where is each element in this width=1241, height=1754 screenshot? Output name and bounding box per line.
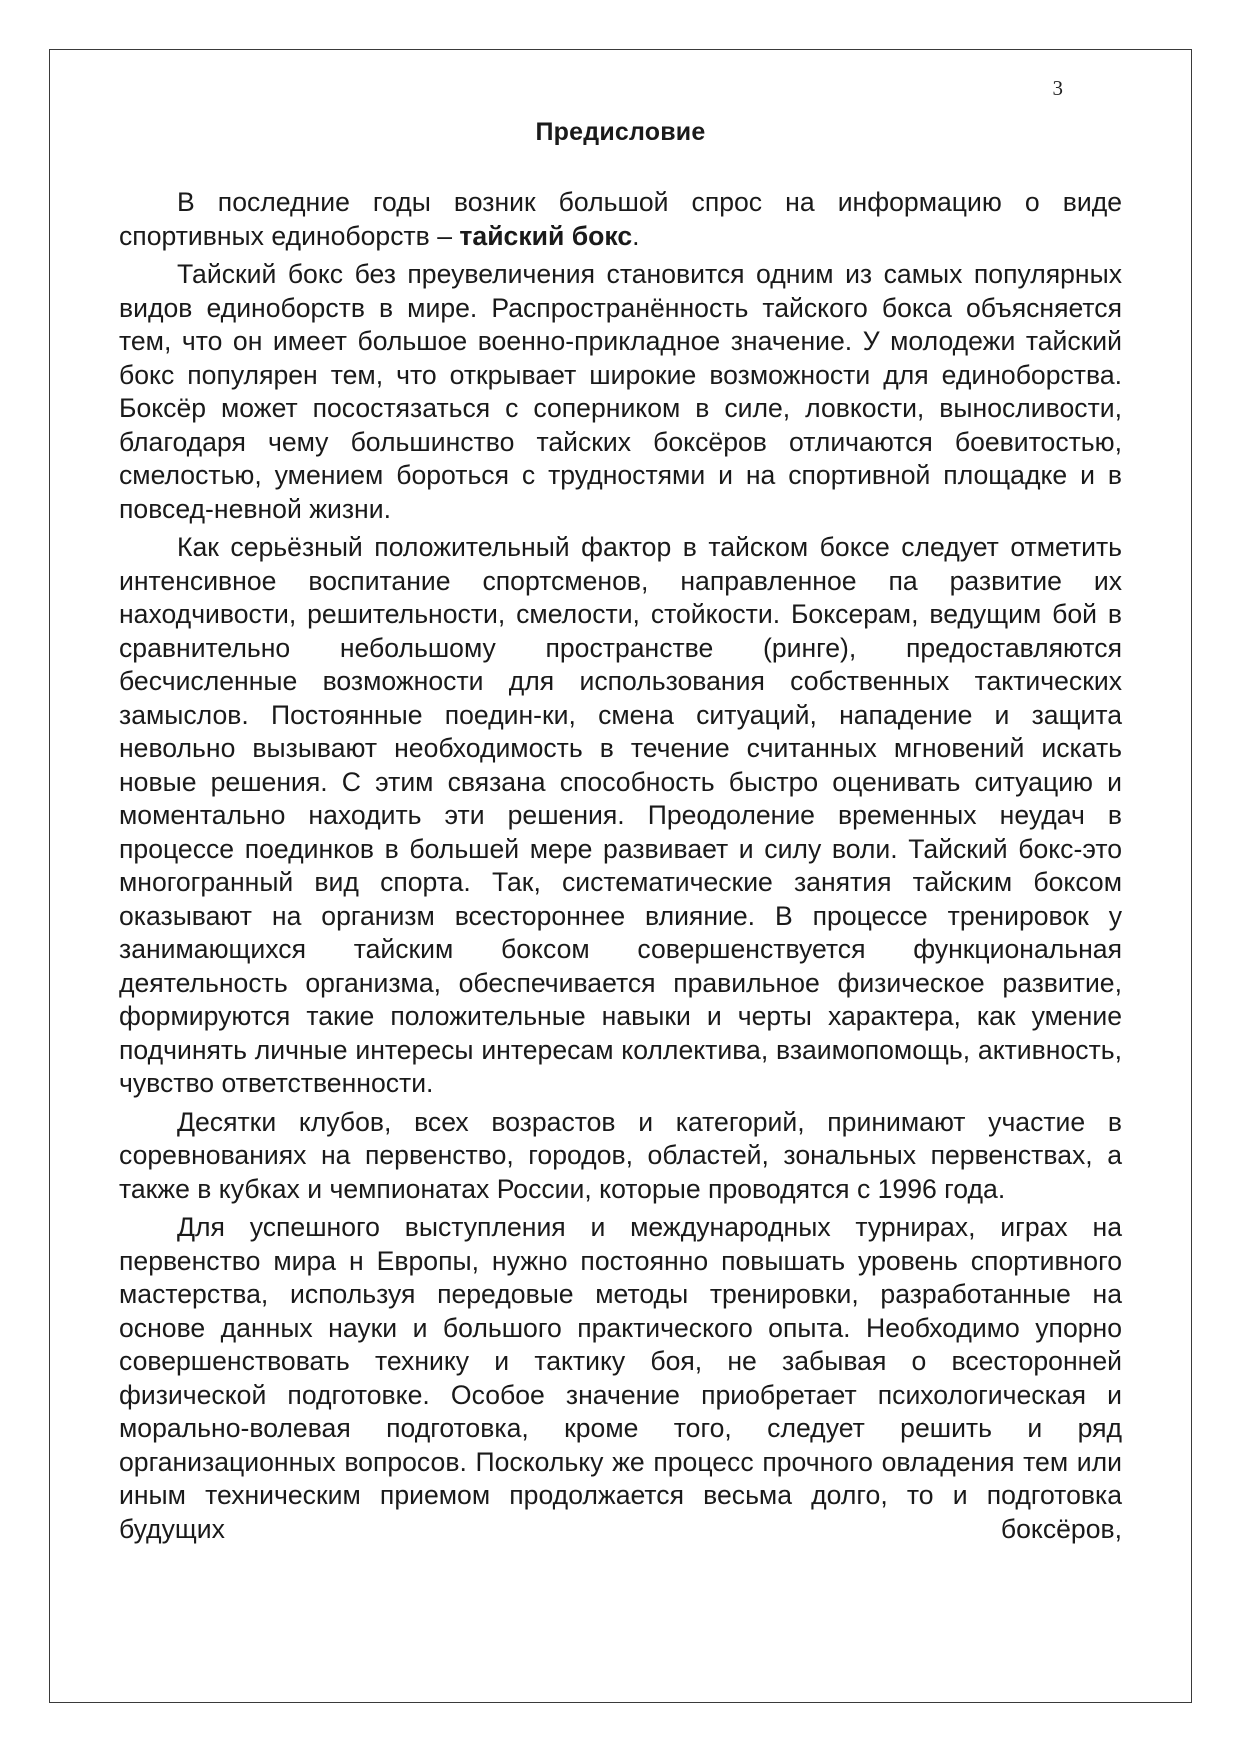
page-title: Предисловие <box>535 118 706 146</box>
paragraph-1-text: В последние годы возник большой спрос на информацию о виде спортивных единоборств – <box>119 187 1122 251</box>
paragraph-5: Для успешного выступления и международных турнирах, играх на первенство мира н Европы, нужно постоянно повышать уровень спортивного мастерства, используя передовые методы тренировки, разработанные на основе данных науки и большого практического опыта. Необходимо упорно совершенствовать технику и тактику боя, не забывая о всесторонней физической подготовке. Особое значение приобретает психологическая и морально-волевая подготовка, кроме того, следует решить и ряд организационных вопросов. Поскольку же процесс прочного овладения тем или иным техническим приемом продолжается весьма долго, то и подготовка будущих боксёров, <box>119 1212 1122 1544</box>
page-number: 3 <box>1052 76 1063 100</box>
paragraph-4: Десятки клубов, всех возрастов и категорий, принимают участие в соревнованиях на первенство, городов, областей, зональных первенствах, а также в кубках и чемпионатах России, которые проводятся с 1996 года. <box>119 1106 1122 1204</box>
paragraph-2: Тайский бокс без преувеличения становится одним из самых популярных видов единоборств в мире. Распространённость тайского бокса объясняется тем, что он имеет большое военно-прикладное значение. У молодежи тайский бокс популярен тем, что открывает широкие возможности для единоборства. Боксёр может посостязаться с соперником в силе, ловкости, выносливости, благодаря чему большинство тайских боксёров отличаются боевитостью, смелостью, умением бороться с трудностями и на спортивной площадке и в повсед-невной жизни. <box>119 259 1122 524</box>
paragraph-1-end: . <box>632 220 640 251</box>
document-body <box>119 186 1122 1551</box>
paragraph-3: Как серьёзный положительный фактор в тайском боксе следует отметить интенсивное воспитание спортсменов, направленное па развитие их находчивости, решительности, смелости, стойкости. Боксерам, ведущим бой в сравнительно небольшому пространстве (ринге), предоставляются бесчисленные возможности для использования собственных тактических замыслов. Постоянные поедин-ки, смена ситуаций, нападение и защита невольно вызывают необходимость в течение считанных мгновений искать новые решения. С этим связана способность быстро оценивать ситуацию и моментально находить эти решения. Преодоление временных неудач в процессе поединков в большей мере развивает и силу воли. Тайский бокс-это многогранный вид спорта. Так, систематические занятия тайским боксом оказывают на организм всестороннее влияние. В процессе тренировок у занимающихся тайским боксом совершенствуется функциональная деятельность организма, обеспечивается правильное физическое развитие, формируются такие положительные навыки и черты характера, как умение подчинять личные интересы интересам коллектива, взаимопомощь, активность, чувство ответственности. <box>119 532 1122 1098</box>
bold-term: тайский бокс <box>459 220 633 251</box>
paragraph-1 <box>119 186 1122 253</box>
